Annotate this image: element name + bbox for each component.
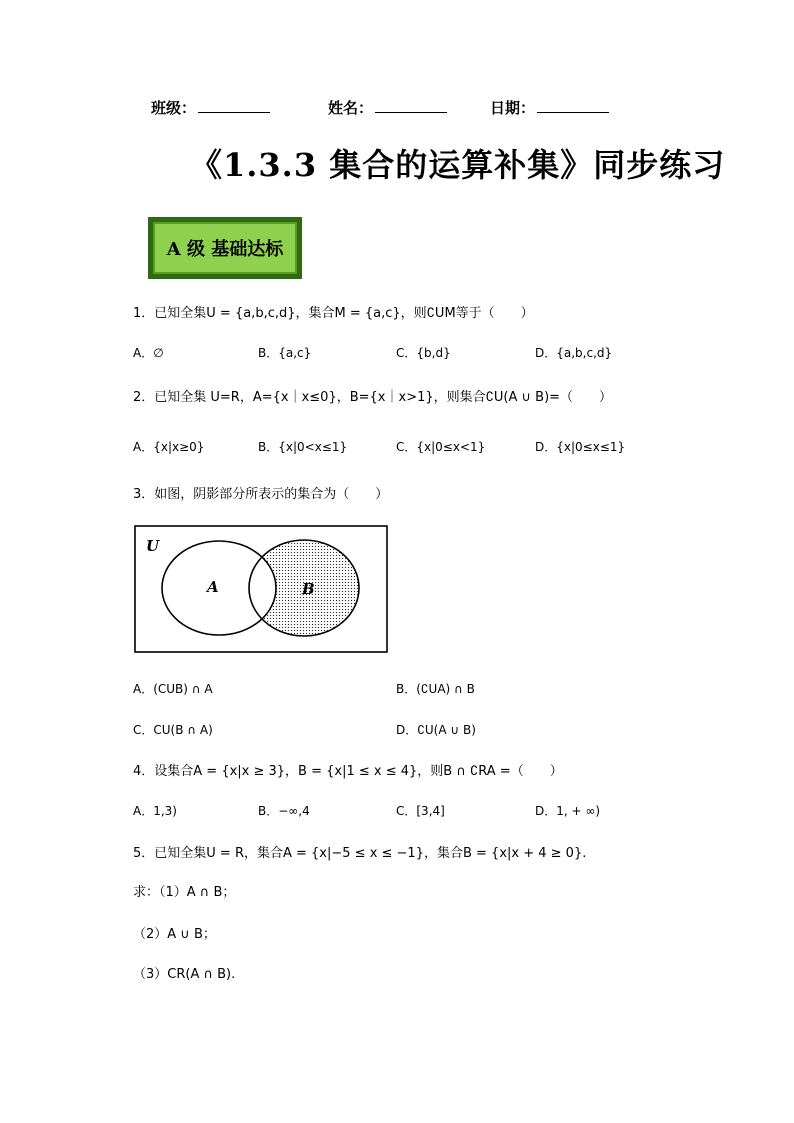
q4-option-d[interactable]: D．1, + ∞) — [535, 804, 601, 818]
q2-option-a[interactable]: A．{x|x≥0} — [133, 440, 205, 454]
level-badge — [148, 217, 302, 279]
q2-option-c[interactable]: C．{x|0≤x<1} — [396, 440, 486, 454]
q4-option-a[interactable]: A．1,3) — [133, 804, 177, 818]
date-blank[interactable] — [537, 98, 609, 113]
class-label: 班级： — [151, 99, 197, 117]
set-b-label: B — [302, 580, 315, 598]
q4-option-c[interactable]: C．[3,4] — [396, 804, 445, 818]
page-title: 《1.3.3 集合的运算补集》同步练习 — [190, 146, 726, 184]
q1-option-d[interactable]: D．{a,b,c,d} — [535, 346, 613, 360]
class-blank[interactable] — [198, 98, 270, 113]
universal-set-label: U — [146, 537, 160, 555]
name-blank[interactable] — [375, 98, 447, 113]
q3-option-b[interactable]: B．(∁UA) ∩ B — [396, 682, 475, 696]
question-1-stem: 1．已知全集U = {a,b,c,d}，集合M = {a,c}，则∁UM等于（ ） — [133, 306, 534, 321]
q2-option-d[interactable]: D．{x|0≤x≤1} — [535, 440, 626, 454]
q1-option-b[interactable]: B．{a,c} — [258, 346, 312, 360]
name-label: 姓名： — [328, 99, 374, 117]
q5-part-3: （3）CR(A ∩ B). — [133, 967, 236, 982]
venn-diagram — [134, 524, 390, 656]
question-2-stem: 2．已知全集 U=R，A={x｜x≤0}，B={x｜x>1}，则集合∁U(A ∪ B)=（ ） — [133, 390, 613, 405]
level-badge-label: A 级 基础达标 — [153, 222, 297, 274]
q1-option-c[interactable]: C．{b,d} — [396, 346, 451, 360]
name-field — [328, 97, 447, 118]
question-4-stem: 4．设集合A = {x|x ≥ 3}，B = {x|1 ≤ x ≤ 4}，则B ∩ ∁RA =（ ） — [133, 764, 563, 779]
date-field — [490, 97, 609, 118]
class-field — [151, 97, 270, 118]
q3-option-c[interactable]: C．CU(B ∩ A) — [133, 723, 213, 737]
date-label: 日期： — [490, 99, 536, 117]
question-3-stem: 3．如图，阴影部分所表示的集合为（ ） — [133, 487, 389, 502]
q3-option-a[interactable]: A．(CUB) ∩ A — [133, 682, 213, 696]
q1-option-a[interactable]: A．∅ — [133, 346, 164, 360]
q3-option-d[interactable]: D．∁U(A ∪ B) — [396, 723, 476, 737]
q4-option-b[interactable]: B．−∞,4 — [258, 804, 310, 818]
q5-part-2: （2）A ∪ B； — [133, 927, 216, 942]
set-a-label: A — [207, 578, 219, 596]
question-5-stem: 5．已知全集U = R，集合A = {x|−5 ≤ x ≤ −1}，集合B = {x|x + 4 ≥ 0}. — [133, 846, 587, 861]
q5-part-1: 求：（1）A ∩ B； — [133, 885, 236, 900]
q2-option-b[interactable]: B．{x|0<x≤1} — [258, 440, 348, 454]
